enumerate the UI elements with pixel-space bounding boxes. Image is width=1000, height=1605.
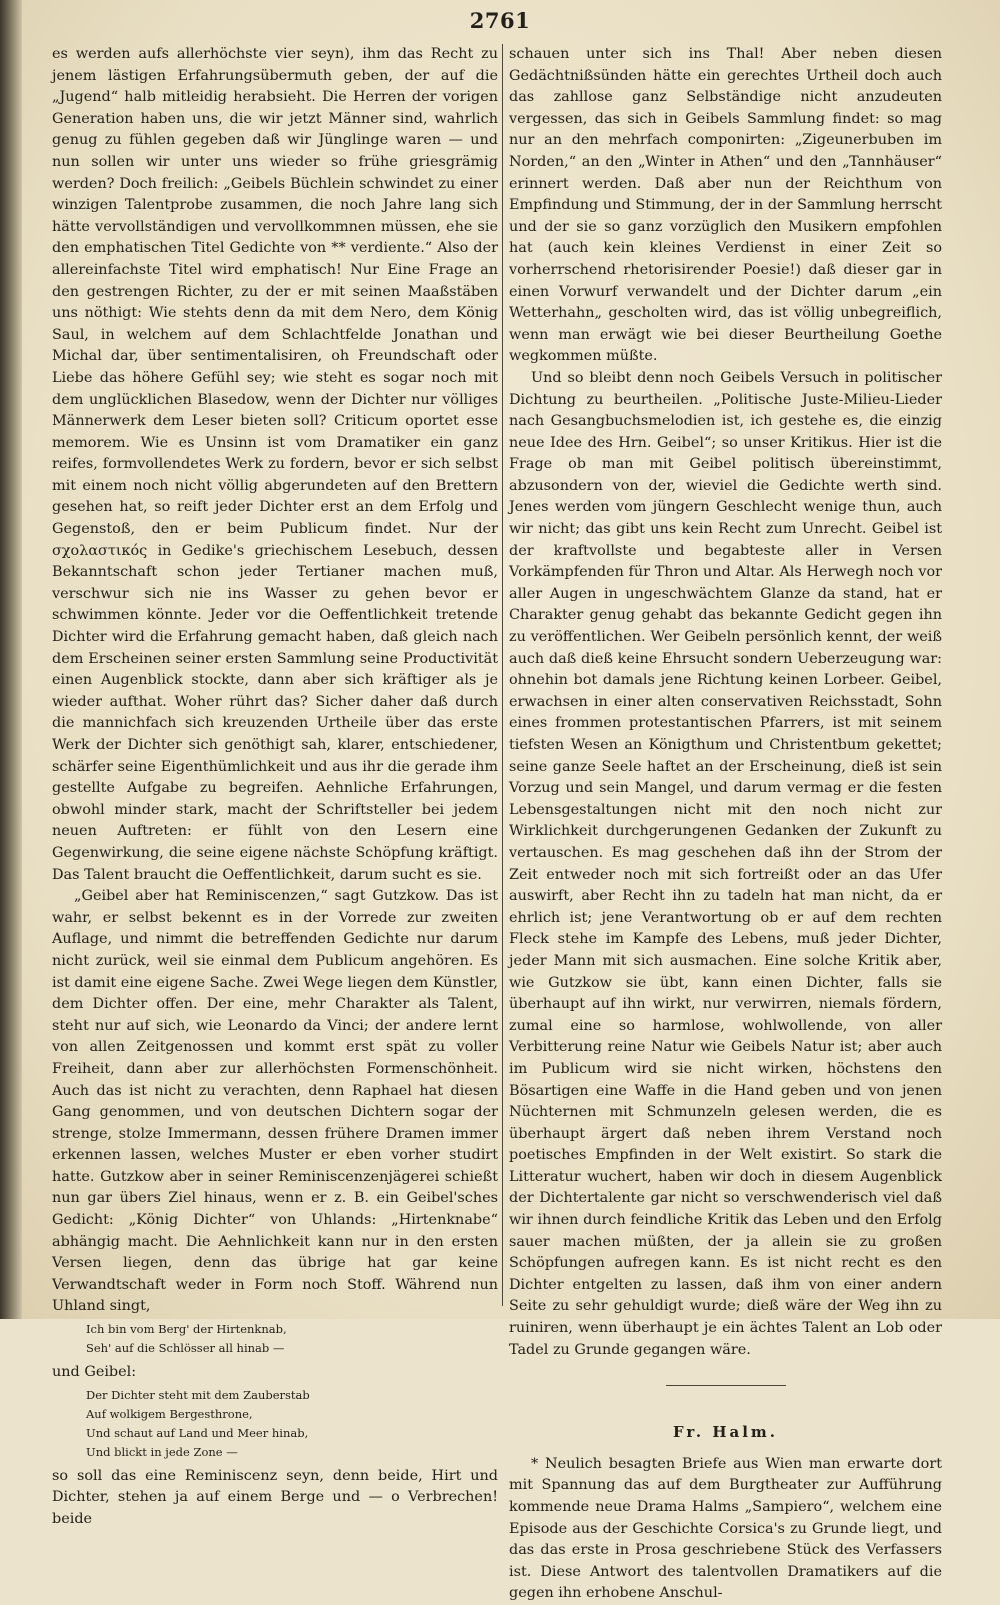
verse-uhland [86, 1320, 498, 1358]
paragraph: und Geibel: [52, 1364, 137, 1381]
section-rule [666, 1385, 786, 1386]
verse-line: Ich bin vom Berg' der Hirtenknab, [86, 1322, 287, 1337]
verse-line: Der Dichter steht mit dem Zauberstab [86, 1387, 310, 1402]
left-column [52, 44, 498, 1527]
paragraph: schauen unter sich ins Thal! Aber neben diesen Gedächtnißsünden hätte ein gerechtes Urtheil doch auch das zahllose ganz Selbständige nicht anzudeuten vergessen, das sich in Geibels Sammlung findet: so mag nur an den mehrfach componirten: „Zigeunerbuben im Norden,“ an den „Winter in Athen“ und den „Tannhäuser“ erinnert werden. Daß aber nun der Reichthum von Empfindung und Stimmung, der in der Sammlung herrscht und der sie so ganz vorzüglich den Musikern empfohlen hat (auch kein kleines Verdienst in einer Zeit so vorherrschend rhetorisirender Poesie!) daß dieser gar in einen Vorwurf verwandelt und der Dichter darum „ein Wetterhahn„ gescholten wird, das ist völlig unbegreiflich, wenn man erwägt wie bei dieser Beurtheilung Goethe wegkommen müßte. [509, 46, 942, 365]
verse-line: Auf wolkigem Bergesthrone, [86, 1406, 253, 1421]
verse-line: Seh' auf die Schlösser all hinab — [86, 1341, 285, 1356]
book-spine-shadow [0, 0, 22, 1319]
right-column [509, 44, 942, 1602]
verse-line: Und blickt in jede Zone — [86, 1444, 238, 1459]
page-number: 2761 [469, 8, 531, 33]
paragraph: es werden aufs allerhöchste vier seyn), ihm das Recht zu jenem lästigen Erfahrungsübermuth geben, der auf die „Jugend“ halb mitleidig herabsieht. Die Herren der vorigen Generation haben uns, die wir jetzt Männer sind, wahrlich genug zu fühlen gegeben daß wir Jünglinge waren — und nun sollen wir unter uns wieder so frühe griesgrämig werden? Doch freilich: „Geibels Büchlein schwindet zu einer winzigen Talentprobe zusammen, die noch Jahre lang sich hätte vervollständigen und vervollkommnen müssen, ehe sie den emphatischen Titel Gedichte von ** verdiente.“ Also der allereinfachste Titel wird emphatisch! Nur Eine Frage an den gestrengen Richter, zu der er mit seinen Maaßstäben uns nöthigt: Wie stehts denn da mit dem Nero, dem König Saul, in welchem auf dem Schlachtfelde Jonathan und Michal dar, über sentimentalisiren, oh Freundschaft oder Liebe das höhere Gefühl sey; wie steht es sogar noch mit dem unglücklichen Blasedow, wenn der Dichter nur völliges Männerwerk dem Leser bieten soll? Criticum oportet esse memorem. Wie es Unsinn ist vom Dramatiker ein ganz reifes, formvollendetes Werk zu fordern, bevor er sich selbst mit einem noch nicht völlig abgerundeten auf den Brettern gesehen hat, so reift jeder Dichter erst an dem Erfolg und Gegenstoß, den er beim Publicum findet. Nur der σχολαστικός in Gedike's griechischem Lesebuch, dessen Bekanntschaft schon jeder Tertianer machen muß, verschwur sich nie ins Wasser zu gehen bevor er schwimmen könnte. Jeder vor die Oeffentlichkeit tretende Dichter wird die Erfahrung gemacht haben, daß gleich nach dem Erscheinen seiner ersten Sammlung seine Productivität einen Augenblick stockte, dann aber sich kräftiger als je wieder aufthat. Woher rührt das? Sicher daher daß durch die mannichfach sich kreuzenden Urtheile über das erste Werk der Dichter sich genöthigt sah, klarer, entschiedener, schärfer seine Eigenthümlichkeit und aus ihr die gerade ihm gestellte Aufgabe zu begreifen. Aehnliche Erfahrungen, obwohl minder stark, macht der Schriftsteller bei jedem neuen Auftreten: er fühlt von den Lesern eine Gegenwirkung, die seine eigene nächste Schöpfung kräftigt. Das Talent braucht die Oeffentlichkeit, darum sucht es sie. [52, 46, 498, 883]
column-divider [502, 44, 503, 1306]
paragraph: „Geibel aber hat Reminiscenzen,“ sagt Gutzkow. Das ist wahr, er selbst bekennt es in der Vorrede zur zweiten Auflage, und nimmt die betreffenden Gedichte nur darum nicht zurück, weil sie einmal dem Publicum angehören. Es ist damit eine eigene Sache. Zwei Wege liegen dem Künstler, dem Dichter offen. Der eine, mehr Charakter als Talent, steht nur auf sich, wie Leonardo da Vinci; der andere lernt von allen Zeitgenossen und kommt erst spät zu voller Freiheit, dann aber zur allerhöchsten Formenschönheit. Auch das ist nicht zu verachten, denn Raphael hat diesen Gang genommen, und von deutschen Dichtern sogar der strenge, stolze Immermann, dessen frühere Dramen immer erkennen lassen, welches Muster er eben vorher studirt hatte. Gutzkow aber in seiner Reminiscenzenjägerei schießt nun gar übers Ziel hinaus, wenn er z. B. ein Geibel'sches Gedicht: „König Dichter“ von Uhlands: „Hirtenknabe“ abhängig macht. Die Aehnlichkeit kann nur in den ersten Versen liegen, denn das übrige hat gar keine Verwandtschaft weder in Form noch Stoff. Während nun Uhland singt, [52, 888, 498, 1315]
verse-line: Und schaut auf Land und Meer hinab, [86, 1425, 309, 1440]
paragraph: * Neulich besagten Briefe aus Wien man erwarte dort mit Spannung das auf dem Burgtheater zur Aufführung kommende neue Drama Halms „Sampiero“, welchem eine Episode aus der Geschichte Corsica's zu Grunde liegt, und das das erste in Prosa geschriebene Stück des Verfassers ist. Diese Antwort des talentvollen Dramatikers auf die gegen ihn erhobene Anschul- [509, 1455, 942, 1602]
paragraph: so soll das eine Reminiscenz seyn, denn beide, Hirt und Dichter, stehen ja auf einem Berge und — o Verbrechen! beide [52, 1467, 498, 1527]
verse-geibel [86, 1386, 498, 1462]
section-title: Fr. Halm. [672, 1423, 779, 1442]
paragraph: Und so bleibt denn noch Geibels Versuch in politischer Dichtung zu beurtheilen. „Politische Juste-Milieu-Lieder nach Gesangbuchsmelodien ist, ich gestehe es, die einzig neue Idee des Hrn. Geibel“; so unser Kritikus. Hier ist die Frage ob man mit Geibel politisch übereinstimmt, abzusondern von der, wieviel die Gedichte werth sind. Jenes werden vom jüngern Geschlecht wenige thun, auch wir nicht; das gibt uns kein Recht zum Unrecht. Geibel ist der kraftvollste und begabteste aller in Versen Vorkämpfenden für Thron und Altar. Als Herwegh noch vor aller Augen in ungeschwächtem Glanze da stand, hat er Charakter genug gehabt das bekannte Gedicht gegen ihn zu veröffentlichen. Wer Geibeln persönlich kennt, der weiß auch daß dieß keine Ehrsucht sondern Ueberzeugung war: ohnehin bot damals jene Richtung keinen Lorbeer. Geibel, erwachsen in einer alten conservativen Reichsstadt, Sohn eines frommen protestantischen Pfarrers, ist mit seinem tiefsten Wesen an Königthum und Christentbum gekettet; seine ganze Seele haftet an der Erscheinung, dieß ist sein Vorzug und sein Mangel, und darum vermag er die festen Lebensgestaltungen nicht mit den noch nicht zur Wirklichkeit durchgerungenen Gedanken der Zukunft zu vertauschen. Es mag geschehen daß ihn der Strom der Zeit entweder noch mit sich fortreißt oder an das Ufer auswirft, aber Recht ihn zu tadeln hat man nicht, da er ehrlich ist; jene Verantwortung ob er auf dem rechten Fleck stehe im Kampfe des Lebens, muß jeder Dichter, jeder Mann mit sich ausmachen. Eine solche Kritik aber, wie Gutzkow sie übt, kann einen Dichter, falls sie überhaupt auf ihn wirkt, nur verwirren, niemals fördern, zumal eine so harmlose, wohlwollende, von aller Verbitterung reine Natur wie Geibels Natur ist; aber auch im Publicum wird sie nicht wirken, höchstens den Bösartigen eine Waffe in die Hand geben und von jenen Nüchternen mit Schmunzeln gelesen werden, die es überhaupt ärgert daß neben ihrem Verstand noch poetisches Empfinden in der Welt existirt. So stark die Litteratur wuchert, haben wir doch in diesem Augenblick der Dichtertalente gar nicht so verschwenderisch viel daß wir ihnen durch feindliche Kritik das Leben und den Erfolg sauer machen müßten, der ja allein sie zu großen Schöpfungen aufregen kann. Es ist nicht recht es den Dichter entgelten zu lassen, daß ihm von einer andern Seite zu sehr gehuldigt wurde; dieß wäre der Weg ihn zu ruiniren, wenn überhaupt je ein ächtes Talent an Lob oder Tadel zu Grunde gegangen wäre. [509, 369, 942, 1358]
